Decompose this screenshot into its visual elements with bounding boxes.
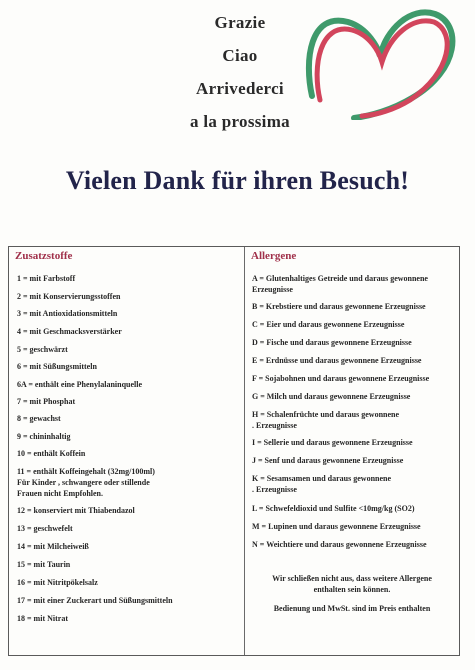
page-title: Vielen Dank für ihren Besuch! [65,166,410,195]
info-table [8,246,460,656]
allergen-note: Wir schließen nicht aus, dass weitere Allergene enthalten sein können. [272,574,432,594]
additive-item: 5 = geschwärzt [17,345,68,354]
additive-item: 14 = mit Milcheiweiß [17,542,89,551]
greeting-line: Grazie [214,13,266,32]
greeting-line: Ciao [222,46,258,65]
allergen-item: M = Lupinen und daraus gewonnene Erzeugnisse [252,522,421,531]
additive-item: 18 = mit Nitrat [17,614,68,623]
allergen-item: B = Krebstiere und daraus gewonnene Erzeugnisse [252,302,426,311]
additive-item: 12 = konserviert mit Thiabendazol [17,506,135,515]
greeting-line: a la prossima [190,112,290,131]
additive-item: 15 = mit Taurin [17,560,71,569]
allergen-item: K = Sesamsamen und daraus gewonnene . Erzeugnisse [252,474,392,494]
zusatzstoffe-heading: Zusatzstoffe [15,250,73,262]
allergen-item: F = Sojabohnen und daraus gewonnene Erzeugnisse [252,374,430,383]
allergen-item: D = Fische und daraus gewonnene Erzeugnisse [252,338,412,347]
additive-item: 6A = enthält eine Phenylalaninquelle [17,380,143,389]
allergen-item: I = Sellerie und daraus gewonnene Erzeugnisse [252,438,413,447]
allergen-item: E = Erdnüsse und daraus gewonnene Erzeugnisse [252,356,422,365]
additive-item: 9 = chininhaltig [17,432,71,441]
allergen-item: H = Schalenfrüchte und daraus gewonnene . Erzeugnisse [252,410,400,430]
additive-item: 10 = enthält Koffein [17,449,86,458]
allergen-item: C = Eier und daraus gewonnene Erzeugnisse [252,320,405,329]
additive-item: 13 = geschwefelt [17,524,73,533]
allergen-item: J = Senf und daraus gewonnene Erzeugnisse [252,456,404,465]
allergen-item: G = Milch und daraus gewonnene Erzeugnisse [252,392,411,401]
allergene-heading: Allergene [251,250,297,262]
additive-item: 17 = mit einer Zuckerart und Süßungsmitteln [17,596,173,605]
additive-item: 6 = mit Süßungsmitteln [17,362,97,371]
additive-item: 16 = mit Nitritpökelsalz [17,578,98,587]
additive-item: 4 = mit Geschmacksverstärker [17,327,122,336]
additive-item: 8 = gewachst [17,414,61,423]
additive-item: 11 = enthält Koffeingehalt (32mg/100ml) Für Kinder , schwangere oder stillende Frauen nicht Empfohlen. [17,467,155,498]
allergen-item: A = Glutenhaltiges Getreide und daraus gewonnene Erzeugnisse [252,274,428,294]
allergen-item: N = Weichtiere und daraus gewonnene Erzeugnisse [252,540,427,549]
greeting-block [150,6,330,138]
additive-item: 3 = mit Antioxidationsmitteln [17,309,118,318]
greeting-line: Arrivederci [196,79,284,98]
additive-item: 1 = mit Farbstoff [17,274,76,283]
additive-item: 7 = mit Phosphat [17,397,76,406]
service-note: Bedienung und MwSt. sind im Preis enthalten [273,604,431,613]
additive-item: 2 = mit Konservierungsstoffen [17,292,121,301]
allergen-item: L = Schwefeldioxid und Sulfite <10mg/kg (SO2) [252,504,415,513]
